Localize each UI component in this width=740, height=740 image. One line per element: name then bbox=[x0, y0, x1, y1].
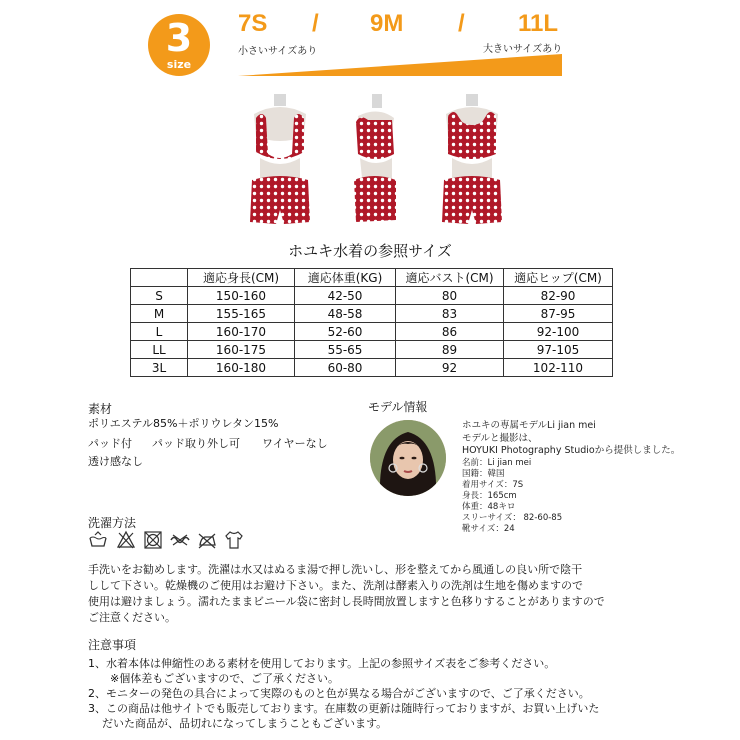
table-header-row bbox=[131, 269, 613, 287]
material-title: 素材 bbox=[88, 402, 113, 416]
small-size-label: 小さいサイズあり bbox=[238, 46, 318, 57]
table-cell: 160-175 bbox=[188, 341, 295, 359]
size-table bbox=[130, 268, 613, 377]
model-title: モデル情報 bbox=[368, 400, 428, 414]
table-header-cell: 適応身長(CM) bbox=[188, 269, 295, 287]
washing-text-line: 使用は避けましょう。濡れたままビニール袋に密封し長時間放置しますと色移りすることがありますので bbox=[88, 595, 605, 608]
size-badge-number: 3 bbox=[165, 16, 193, 60]
material-sheer: 透け感なし bbox=[88, 455, 143, 468]
notes-line: 3、この商品は他サイトでも販売しております。在庫数の更新は随時行っておりますが、お買い上げいた bbox=[88, 702, 600, 715]
table-cell: 83 bbox=[396, 305, 504, 323]
table-cell: 155-165 bbox=[188, 305, 295, 323]
size-separator: / bbox=[312, 10, 319, 37]
model-detail: 体重：48キロ bbox=[462, 502, 516, 512]
notes-line: だいた商品が、品切れになってしまうこともございます。 bbox=[102, 717, 388, 730]
table-cell: 52-60 bbox=[295, 323, 396, 341]
model-detail: 身長：165cm bbox=[462, 491, 517, 501]
table-header-cell: 適応体重(KG) bbox=[295, 269, 396, 287]
washing-text-line: 手洗いをお勧めします。洗濯は水又はぬるま湯で押し洗いし、形を整えてから風通しの良い所で陰干 bbox=[88, 563, 583, 576]
size-11l: 11L bbox=[518, 10, 559, 37]
table-cell: 150-160 bbox=[188, 287, 295, 305]
table-cell: M bbox=[131, 305, 188, 323]
material-composition: ポリエステル85%＋ポリウレタン15% bbox=[88, 417, 279, 430]
large-size-label: 大きいサイズあり bbox=[483, 44, 563, 55]
material-pad: パッド付 bbox=[88, 437, 132, 450]
material-removable: パッド取り外し可 bbox=[152, 437, 240, 450]
table-row bbox=[131, 323, 613, 341]
table-cell: S bbox=[131, 287, 188, 305]
swimsuit-front-view bbox=[244, 92, 316, 232]
no-tumble-dry-icon bbox=[143, 530, 163, 550]
table-header-cell: 適応バスト(CM) bbox=[396, 269, 504, 287]
table-header-cell: 適応ヒップ(CM) bbox=[504, 269, 613, 287]
swimsuit-back-view bbox=[436, 92, 508, 232]
notes-line: 1、水着本体は伸縮性のある素材を使用しております。上記の参照サイズ表をご参考ください。 bbox=[88, 657, 556, 670]
table-cell: 92-100 bbox=[504, 323, 613, 341]
table-cell: 42-50 bbox=[295, 287, 396, 305]
washing-text-line: しして下さい。乾燥機のご使用はお避け下さい。また、洗剤は酵素入りの洗剤は生地を傷めますので bbox=[88, 579, 583, 592]
no-bleach-icon bbox=[116, 530, 136, 550]
no-wring-icon bbox=[170, 530, 190, 550]
table-cell: 92 bbox=[396, 359, 504, 377]
shirt-icon bbox=[224, 530, 244, 550]
no-iron-icon bbox=[197, 530, 217, 550]
size-wedge-bar bbox=[238, 50, 562, 78]
size-badge-label: size bbox=[166, 58, 192, 71]
table-cell: 102-110 bbox=[504, 359, 613, 377]
table-cell: 82-90 bbox=[504, 287, 613, 305]
model-detail: スリーサイズ： 82-60-85 bbox=[462, 513, 563, 523]
table-cell: LL bbox=[131, 341, 188, 359]
table-cell: 86 bbox=[396, 323, 504, 341]
table-row bbox=[131, 287, 613, 305]
table-cell: 160-170 bbox=[188, 323, 295, 341]
model-line-3: HOYUKI Photography Studioから提供しました。 bbox=[462, 445, 681, 456]
notes-title: 注意事項 bbox=[88, 638, 137, 652]
table-header-cell bbox=[131, 269, 188, 287]
size-table-title: ホユキ水着の参照サイズ bbox=[288, 242, 452, 260]
table-cell: L bbox=[131, 323, 188, 341]
model-detail: 名前：Li jian mei bbox=[462, 458, 532, 468]
table-row bbox=[131, 341, 613, 359]
table-cell: 89 bbox=[396, 341, 504, 359]
model-line-2: モデルと撮影は、 bbox=[462, 433, 538, 444]
table-cell: 3L bbox=[131, 359, 188, 377]
swimsuit-side-view bbox=[344, 92, 404, 232]
table-cell: 55-65 bbox=[295, 341, 396, 359]
table-cell: 97-105 bbox=[504, 341, 613, 359]
model-detail: 着用サイズ：7S bbox=[462, 480, 524, 490]
size-separator: / bbox=[458, 10, 465, 37]
table-cell: 160-180 bbox=[188, 359, 295, 377]
hand-wash-icon bbox=[88, 530, 108, 550]
notes-line: ※個体差もございますので、ご了承ください。 bbox=[110, 672, 339, 685]
model-detail: 国籍：韓国 bbox=[462, 469, 505, 479]
notes-line: 2、モニターの発色の具合によって実際のものと色が異なる場合がございますので、ご了承ください。 bbox=[88, 687, 590, 700]
model-avatar bbox=[370, 420, 446, 496]
size-7s: 7S bbox=[238, 10, 268, 37]
size-9m: 9M bbox=[370, 10, 404, 37]
model-detail: 靴サイズ：24 bbox=[462, 524, 515, 534]
table-cell: 87-95 bbox=[504, 305, 613, 323]
table-cell: 48-58 bbox=[295, 305, 396, 323]
table-row bbox=[131, 359, 613, 377]
table-cell: 60-80 bbox=[295, 359, 396, 377]
washing-text-line: ご注意ください。 bbox=[88, 611, 176, 624]
washing-title: 洗濯方法 bbox=[88, 516, 137, 530]
table-row bbox=[131, 305, 613, 323]
model-line-1: ホユキの専属モデルLi jian mei bbox=[462, 420, 596, 431]
material-wire: ワイヤーなし bbox=[262, 437, 328, 450]
table-cell: 80 bbox=[396, 287, 504, 305]
